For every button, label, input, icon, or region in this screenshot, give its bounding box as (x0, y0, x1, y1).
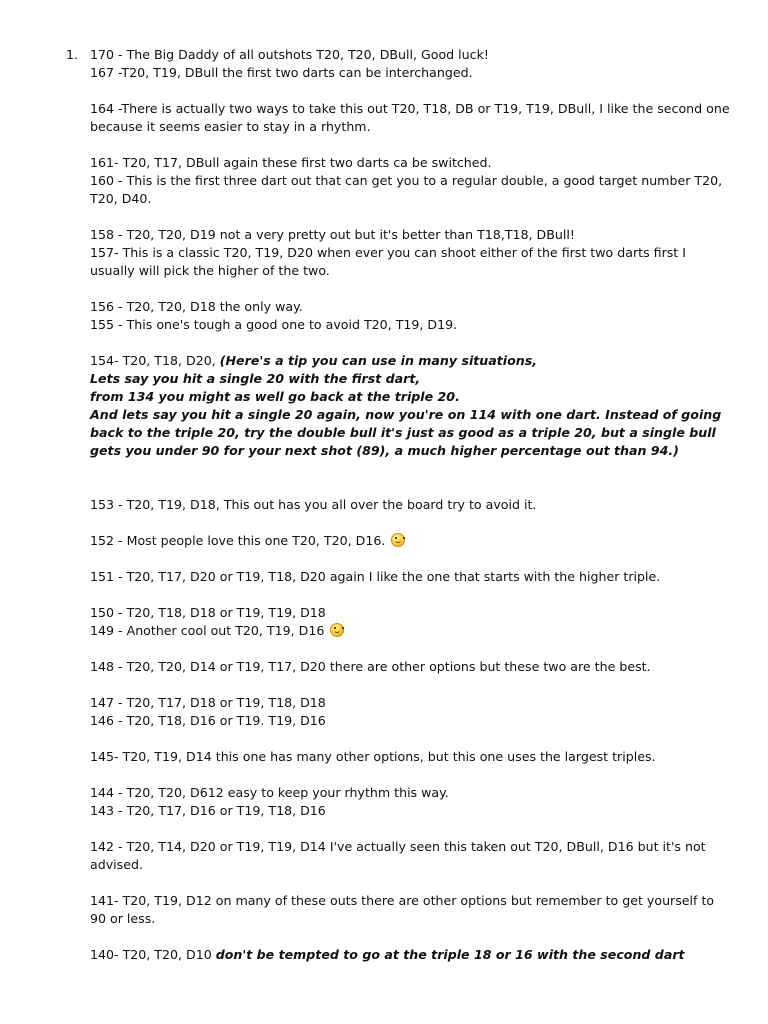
tip-line-1: Lets say you hit a single 20 with the first dart, (90, 371, 421, 386)
smiley-icon (330, 623, 344, 637)
line-158: 158 - T20, T20, D19 not a very pretty out but it's better than T18,T18, DBull! (90, 227, 575, 242)
line-167: 167 -T20, T19, DBull the first two darts can be interchanged. (90, 65, 473, 80)
line-156: 156 - T20, T20, D18 the only way. (90, 299, 303, 314)
tip-intro: (Here's a tip you can use in many situations, (219, 353, 538, 368)
line-148: 148 - T20, T20, D14 or T19, T17, D20 there are other options but these two are the best. (90, 659, 651, 674)
line-145: 145- T20, T19, D14 this one has many other options, but this one uses the largest triples. (90, 749, 656, 764)
list-number: 1. (66, 47, 79, 62)
line-153: 153 - T20, T19, D18, This out has you all over the board try to avoid it. (90, 497, 537, 512)
line-150: 150 - T20, T18, D18 or T19, T19, D18 (90, 605, 326, 620)
line-152 (90, 532, 730, 550)
outshot-list (90, 46, 730, 964)
line-141: 141- T20, T19, D12 on many of these outs there are other options but remember to get yourself to 90 or less. (90, 893, 715, 926)
line-147: 147 - T20, T17, D18 or T19, T18, D18 (90, 695, 326, 710)
line-143: 143 - T20, T17, D16 or T19, T18, D16 (90, 803, 326, 818)
line-154-text: 154- T20, T18, D20, (90, 353, 220, 368)
line-155: 155 - This one's tough a good one to avoid T20, T19, D19. (90, 317, 458, 332)
line-140-emphasis: don't be tempted to go at the triple 18 or 16 with the second dart (215, 947, 685, 962)
tip-line-2: from 134 you might as well go back at the triple 20. (90, 389, 460, 404)
line-160: 160 - This is the first three dart out that can get you to a regular double, a good target number T20, T20, D40. (90, 173, 723, 206)
line-149 (90, 622, 730, 640)
tip-line-3: And lets say you hit a single 20 again, now you're on 114 with one dart. Instead of going back to the triple 20, try the double bull it's just as good as a triple 20, but a single bull gets you under 90 for your next shot (89), a much higher percentage out than 94.) (90, 407, 722, 458)
line-170: 170 - The Big Daddy of all outshots T20, T20, DBull, Good luck! (90, 47, 489, 62)
line-144: 144 - T20, T20, D612 easy to keep your rhythm this way. (90, 785, 449, 800)
smiley-icon (391, 533, 405, 547)
line-157: 157- This is a classic T20, T19, D20 when ever you can shoot either of the first two darts first I usually will pick the higher of the two. (90, 245, 686, 278)
line-161: 161- T20, T17, DBull again these first two darts ca be switched. (90, 155, 492, 170)
line-140 (90, 946, 730, 964)
line-152-text: 152 - Most people love this one T20, T20, D16. (90, 533, 386, 548)
line-140-text: 140- T20, T20, D10 (90, 947, 216, 962)
line-151: 151 - T20, T17, D20 or T19, T18, D20 again I like the one that starts with the higher triple. (90, 569, 661, 584)
line-164: 164 -There is actually two ways to take this out T20, T18, DB or T19, T19, DBull, I like the second one because it seems easier to stay in a rhythm. (90, 101, 730, 134)
line-149-text: 149 - Another cool out T20, T19, D16 (90, 623, 325, 638)
line-142: 142 - T20, T14, D20 or T19, T19, D14 I've actually seen this taken out T20, DBull, D16 but it's not advised. (90, 839, 706, 872)
line-154 (90, 352, 730, 370)
line-146: 146 - T20, T18, D16 or T19. T19, D16 (90, 713, 326, 728)
